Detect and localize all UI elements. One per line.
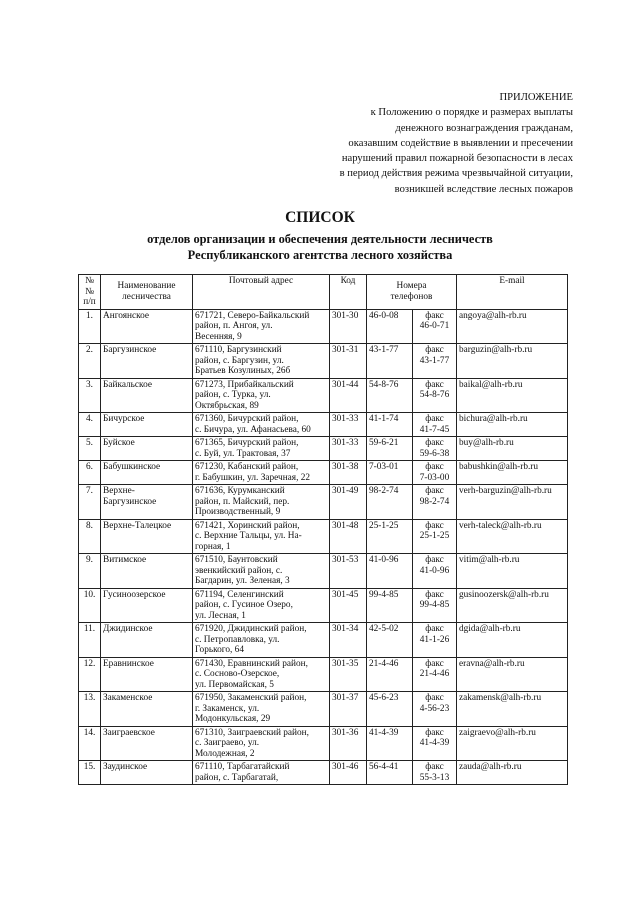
row-number: 1. [79, 309, 101, 344]
row-number: 10. [79, 588, 101, 623]
table-row [79, 344, 568, 379]
phone-code: 301-33 [330, 413, 367, 437]
header-name [101, 275, 193, 310]
forestry-name-line: Ангоянское [103, 310, 150, 321]
email-address: baikal@alh-rb.ru [457, 378, 568, 413]
header-phones [367, 275, 457, 310]
email-address: gusinoozersk@alh-rb.ru [457, 588, 568, 623]
row-number: 15. [79, 761, 101, 785]
table-row [79, 413, 568, 437]
forestry-name [101, 485, 193, 520]
address-line: район, с. Турка, ул. [195, 390, 271, 400]
address-line: 671920, Джидинский район, [195, 624, 307, 634]
header-code-line: Код [340, 276, 356, 286]
forestry-name-line: Заиграевское [103, 727, 155, 738]
fax-line: факс [425, 555, 444, 565]
header-phones-line: Номера [396, 281, 427, 292]
fax-number [413, 692, 457, 727]
header-name-line: лесничества [122, 291, 171, 302]
phone-number: 41-0-96 [367, 554, 413, 589]
row-number: 11. [79, 623, 101, 658]
address-line: 671273, Прибайкальский [195, 379, 294, 390]
forestry-name [101, 437, 193, 461]
fax-line: факс [425, 462, 444, 472]
forestry-name [101, 461, 193, 485]
fax-line: 99-4-85 [419, 600, 450, 610]
fax-number [413, 554, 457, 589]
fax-number [413, 378, 457, 413]
table-row [79, 761, 568, 785]
phone-number: 25-1-25 [367, 519, 413, 554]
table-row [79, 309, 568, 344]
fax-line: 98-2-74 [419, 496, 450, 507]
fax-line: 7-03-00 [419, 472, 450, 483]
address-line: 671360, Бичурский район, [195, 414, 299, 424]
header-email-line: E-mail [499, 276, 525, 286]
fax-number [413, 309, 457, 344]
address-line: 671510, Баунтовский [195, 555, 278, 565]
address-line: горная, 1 [195, 541, 231, 552]
table-row [79, 519, 568, 554]
appendix-line: в период действия режима чрезвычайной ситуации, [339, 168, 573, 180]
fax-line: факс [425, 624, 444, 634]
address-line: 671950, Закаменский район, [195, 693, 307, 703]
address-line: район, с. Тарбагатай, [195, 772, 279, 783]
email-address: zaigraevo@alh-rb.ru [457, 726, 568, 761]
row-number: 7. [79, 485, 101, 520]
fax-line: факс [425, 310, 444, 321]
fax-line: 25-1-25 [419, 531, 450, 541]
postal-address [193, 485, 330, 520]
address-line: 671430, Еравнинский район, [195, 658, 308, 669]
address-line: с. Сосново-Озерское, [195, 669, 280, 679]
table-row [79, 623, 568, 658]
address-line: с. Бичура, ул. Афанасьева, 60 [195, 424, 311, 435]
address-line: 671110, Тарбагатайский [195, 762, 290, 772]
phone-number: 59-6-21 [367, 437, 413, 461]
address-line: 671365, Бичурский район, [195, 438, 299, 448]
address-line: район, п. Майский, пер. [195, 496, 290, 507]
phone-number: 41-1-74 [367, 413, 413, 437]
fax-number [413, 519, 457, 554]
postal-address [193, 378, 330, 413]
appendix-line: нарушений правил пожарной безопасности в лесах [341, 153, 573, 165]
address-line: 671636, Курумканский [195, 486, 285, 496]
table-row [79, 692, 568, 727]
document-subtitle [0, 231, 640, 263]
phone-number: 54-8-76 [367, 378, 413, 413]
forestry-table [78, 274, 568, 785]
header-address-line: Почтовый адрес [228, 276, 294, 286]
forestry-name-line: Буйское [103, 438, 135, 448]
address-line: Молодежная, 2 [195, 748, 255, 759]
forestry-name [101, 657, 193, 692]
table-row [79, 461, 568, 485]
appendix-line: оказавшим содействие в выявлении и пресечении [348, 137, 573, 149]
email-address: bichura@alh-rb.ru [457, 413, 568, 437]
phone-code: 301-44 [330, 378, 367, 413]
fax-line: 54-8-76 [419, 390, 450, 400]
postal-address [193, 344, 330, 379]
email-address: vitim@alh-rb.ru [457, 554, 568, 589]
fax-line: 55-3-13 [419, 772, 450, 783]
address-line: с. Петропавловка, ул. [195, 634, 280, 645]
email-address: zauda@alh-rb.ru [457, 761, 568, 785]
row-number: 12. [79, 657, 101, 692]
postal-address [193, 623, 330, 658]
forestry-name [101, 309, 193, 344]
fax-number [413, 623, 457, 658]
address-line: Багдарин, ул. Зеленая, 3 [195, 576, 290, 586]
row-number: 8. [79, 519, 101, 554]
phone-number: 43-1-77 [367, 344, 413, 379]
phone-code: 301-45 [330, 588, 367, 623]
table-row [79, 485, 568, 520]
table-row [79, 437, 568, 461]
appendix-heading: ПРИЛОЖЕНИЕ [499, 92, 573, 103]
address-line: 671421, Хоринский район, [195, 520, 300, 531]
forestry-name [101, 344, 193, 379]
phone-code: 301-53 [330, 554, 367, 589]
email-address: barguzin@alh-rb.ru [457, 344, 568, 379]
address-line: район, с. Гусиное Озеро, [195, 600, 293, 610]
document-title: СПИСОК [285, 209, 355, 226]
phone-number: 45-6-23 [367, 692, 413, 727]
address-line: Братьев Козулиных, 26б [195, 366, 291, 376]
fax-line: 41-0-96 [419, 565, 450, 576]
address-line: 671194, Селенгинский [195, 589, 284, 600]
header-num-line: п/п [83, 297, 96, 307]
subtitle-line: Республиканского агентства лесного хозяйства [187, 248, 453, 262]
phone-code: 301-35 [330, 657, 367, 692]
fax-line: факс [425, 414, 444, 424]
address-line: с. Буй, ул. Трактовая, 37 [195, 448, 291, 459]
table-row [79, 588, 568, 623]
fax-line: 43-1-77 [419, 355, 450, 366]
postal-address [193, 588, 330, 623]
table-header-row [79, 275, 568, 310]
phone-number: 7-03-01 [367, 461, 413, 485]
fax-line: факс [425, 379, 444, 390]
address-line: г. Бабушкин, ул. Заречная, 22 [195, 472, 311, 483]
postal-address [193, 554, 330, 589]
fax-number [413, 437, 457, 461]
forestry-name-line: Джидинское [103, 624, 153, 634]
address-line: ул. Лесная, 1 [195, 610, 246, 621]
email-address: verh-barguzin@alh-rb.ru [457, 485, 568, 520]
forestry-name [101, 623, 193, 658]
phone-number: 99-4-85 [367, 588, 413, 623]
address-line: с. Верхние Тальцы, ул. На- [195, 531, 302, 541]
fax-number [413, 761, 457, 785]
phone-number: 21-4-46 [367, 657, 413, 692]
email-address: zakamensk@alh-rb.ru [457, 692, 568, 727]
forestry-name [101, 554, 193, 589]
email-address: eravna@alh-rb.ru [457, 657, 568, 692]
appendix-line: денежного вознаграждения гражданам, [395, 122, 573, 134]
email-address: angoya@alh-rb.ru [457, 309, 568, 344]
address-line: 671721, Северо-Байкальский [195, 310, 310, 321]
fax-number [413, 588, 457, 623]
phone-code: 301-37 [330, 692, 367, 727]
phone-number: 56-4-41 [367, 761, 413, 785]
address-line: район, п. Ангоя, ул. [195, 321, 273, 331]
address-line: ул. Первомайская, 5 [195, 679, 274, 690]
address-line: район, с. Баргузин, ул. [195, 355, 284, 366]
address-line: 671310, Заиграевский район, [195, 727, 309, 738]
table-row [79, 726, 568, 761]
forestry-name-line: Бичурское [103, 414, 145, 424]
email-address: buy@alh-rb.ru [457, 437, 568, 461]
phone-code: 301-30 [330, 309, 367, 344]
fax-line: 41-4-39 [419, 738, 450, 748]
address-line: 671230, Кабанский район, [195, 462, 299, 472]
phone-code: 301-31 [330, 344, 367, 379]
forestry-name-line: Гусиноозерское [103, 589, 166, 600]
row-number: 2. [79, 344, 101, 379]
address-line: эвенкийский район, с. [195, 565, 283, 576]
postal-address [193, 761, 330, 785]
forestry-name-line: Верхне- [103, 486, 135, 496]
fax-line: факс [425, 658, 444, 669]
forestry-name [101, 588, 193, 623]
header-email [457, 275, 568, 310]
fax-line: 59-6-38 [419, 448, 450, 459]
phone-number: 98-2-74 [367, 485, 413, 520]
forestry-name [101, 726, 193, 761]
postal-address [193, 726, 330, 761]
fax-line: 41-7-45 [419, 424, 450, 435]
forestry-name-line: Баргузинское [103, 345, 157, 355]
appendix-line: возникшей вследствие лесных пожаров [394, 183, 573, 195]
header-phones-line: телефонов [390, 291, 433, 302]
row-number: 13. [79, 692, 101, 727]
fax-number [413, 344, 457, 379]
fax-number [413, 726, 457, 761]
address-line: 671110, Баргузинский [195, 345, 282, 355]
forestry-name-line: Закаменское [103, 693, 153, 703]
forestry-name-line: Баргузинское [103, 496, 157, 507]
forestry-name [101, 519, 193, 554]
fax-line: 21-4-46 [419, 669, 450, 679]
fax-line: факс [425, 520, 444, 531]
forestry-name-line: Бабушкинское [103, 462, 161, 472]
fax-line: 46-0-71 [419, 321, 450, 331]
fax-line: факс [425, 762, 444, 772]
table-body [79, 309, 568, 785]
postal-address [193, 657, 330, 692]
forestry-name-line: Байкальское [103, 379, 152, 390]
address-line: Весенняя, 9 [195, 331, 242, 342]
subtitle-line: отделов организации и обеспечения деятельности лесничеств [147, 232, 493, 246]
row-number: 14. [79, 726, 101, 761]
phone-number: 41-4-39 [367, 726, 413, 761]
row-number: 9. [79, 554, 101, 589]
forestry-name-line: Заудинское [103, 762, 148, 772]
forestry-name-line: Витимское [103, 555, 147, 565]
address-line: Модонкульская, 29 [195, 714, 271, 724]
forestry-name-line: Верхне-Талецкое [103, 520, 172, 531]
phone-code: 301-34 [330, 623, 367, 658]
fax-number [413, 461, 457, 485]
postal-address [193, 692, 330, 727]
fax-line: факс [425, 486, 444, 496]
header-address [193, 275, 330, 310]
fax-number [413, 657, 457, 692]
phone-code: 301-33 [330, 437, 367, 461]
postal-address [193, 413, 330, 437]
forestry-name-line: Еравнинское [103, 658, 154, 669]
postal-address [193, 461, 330, 485]
postal-address [193, 309, 330, 344]
phone-code: 301-46 [330, 761, 367, 785]
fax-line: 4-56-23 [419, 703, 450, 714]
row-number: 6. [79, 461, 101, 485]
forestry-name [101, 761, 193, 785]
fax-line: факс [425, 727, 444, 738]
address-line: Горького, 64 [195, 645, 244, 655]
phone-code: 301-49 [330, 485, 367, 520]
fax-number [413, 485, 457, 520]
phone-number: 42-5-02 [367, 623, 413, 658]
header-name-line: Наименование [117, 281, 176, 292]
row-number: 5. [79, 437, 101, 461]
table-row [79, 554, 568, 589]
fax-line: 41-1-26 [419, 634, 450, 645]
row-number: 4. [79, 413, 101, 437]
email-address: babushkin@alh-rb.ru [457, 461, 568, 485]
row-number: 3. [79, 378, 101, 413]
table-row [79, 657, 568, 692]
phone-code: 301-36 [330, 726, 367, 761]
postal-address [193, 437, 330, 461]
appendix-line: к Положению о порядке и размерах выплаты [370, 107, 573, 119]
phone-number: 46-0-08 [367, 309, 413, 344]
fax-line: факс [425, 693, 444, 703]
header-num [79, 275, 101, 310]
address-line: с. Заиграево, ул. [195, 738, 260, 748]
address-line: г. Закаменск, ул. [195, 703, 260, 714]
fax-line: факс [425, 345, 444, 355]
header-code [330, 275, 367, 310]
forestry-name [101, 413, 193, 437]
fax-number [413, 413, 457, 437]
appendix-block [300, 90, 573, 197]
fax-line: факс [425, 438, 444, 448]
address-line: Производственный, 9 [195, 507, 281, 517]
postal-address [193, 519, 330, 554]
address-line: Октябрьская, 89 [195, 400, 259, 411]
email-address: verh-taleck@alh-rb.ru [457, 519, 568, 554]
forestry-name [101, 692, 193, 727]
forestry-name [101, 378, 193, 413]
table-row [79, 378, 568, 413]
header-num-line: №№ [85, 276, 94, 297]
email-address: dgida@alh-rb.ru [457, 623, 568, 658]
phone-code: 301-38 [330, 461, 367, 485]
fax-line: факс [425, 589, 444, 600]
phone-code: 301-48 [330, 519, 367, 554]
